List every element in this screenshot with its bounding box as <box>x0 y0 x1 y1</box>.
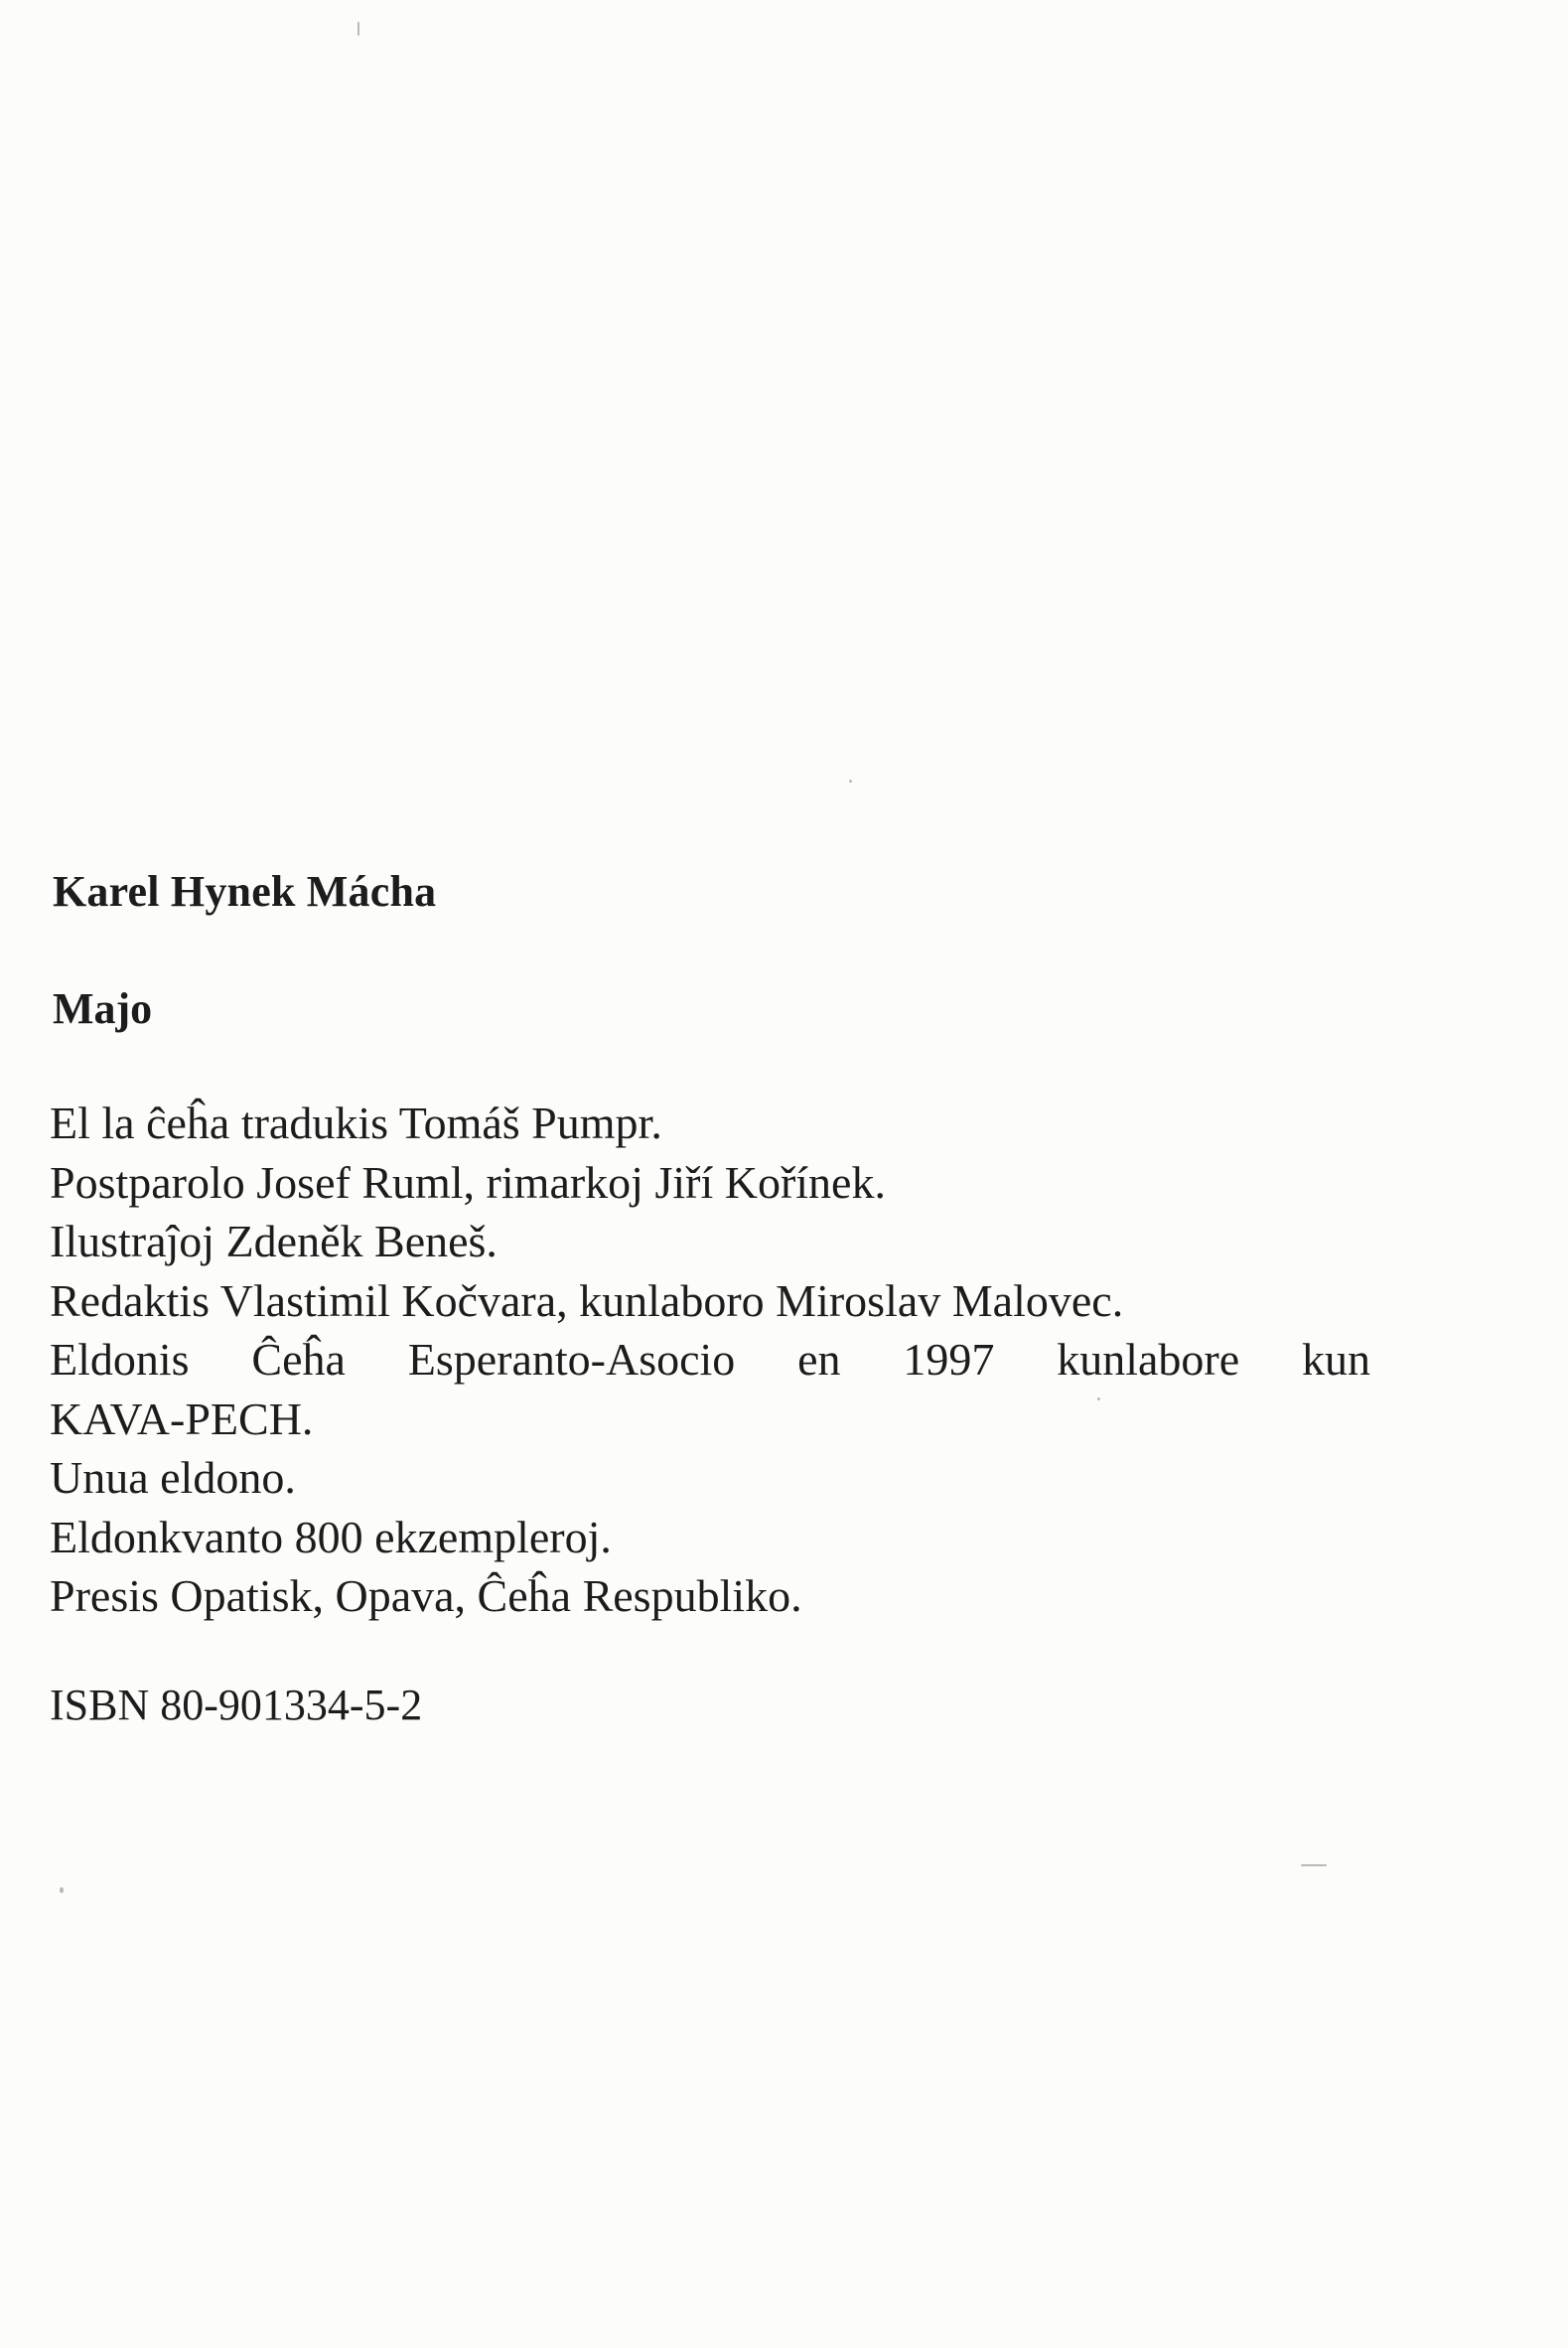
publisher-word: kunlabore <box>1057 1334 1240 1385</box>
paper-speck <box>1301 1864 1327 1866</box>
book-title: Majo <box>53 984 153 1033</box>
publisher-word: kun <box>1301 1334 1370 1385</box>
colophon-line-publisher <box>50 1330 1370 1390</box>
colophon-line-printer: Presis Opatisk, Opava, Ĉeĥa Respubliko. <box>50 1570 802 1621</box>
colophon-line-illustrations: Ilustraĵoj Zdeněk Beneš. <box>50 1216 498 1266</box>
colophon-line-copublisher: KAVA-PECH. <box>50 1393 314 1444</box>
publisher-word: Esperanto-Asocio <box>407 1334 736 1385</box>
paper-speck <box>357 22 359 36</box>
colophon-line-editor: Redaktis Vlastimil Kočvara, kunlaboro Miroslav Malovec. <box>50 1274 1124 1326</box>
colophon-line-afterword: Postparolo Josef Ruml, rimarkoj Jiří Kořínek. <box>50 1156 886 1208</box>
isbn-number: ISBN 80-901334-5-2 <box>50 1681 423 1729</box>
paper-speck <box>1097 1397 1100 1400</box>
publisher-word: Eldonis <box>50 1334 190 1385</box>
colophon-line-print-run: Eldonkvanto 800 ekzempleroj. <box>50 1511 612 1562</box>
paper-speck <box>60 1887 64 1893</box>
publisher-word: Ĉeĥa <box>251 1334 346 1385</box>
paper-speck <box>849 780 852 783</box>
colophon-line-translator: El la ĉeĥa tradukis Tomáš Pumpr. <box>50 1098 662 1148</box>
publisher-word: en <box>797 1334 841 1385</box>
colophon-block <box>50 1094 1370 1626</box>
author-name: Karel Hynek Mácha <box>53 867 437 916</box>
colophon-line-edition: Unua eldono. <box>50 1452 296 1503</box>
publisher-word: 1997 <box>903 1334 995 1385</box>
